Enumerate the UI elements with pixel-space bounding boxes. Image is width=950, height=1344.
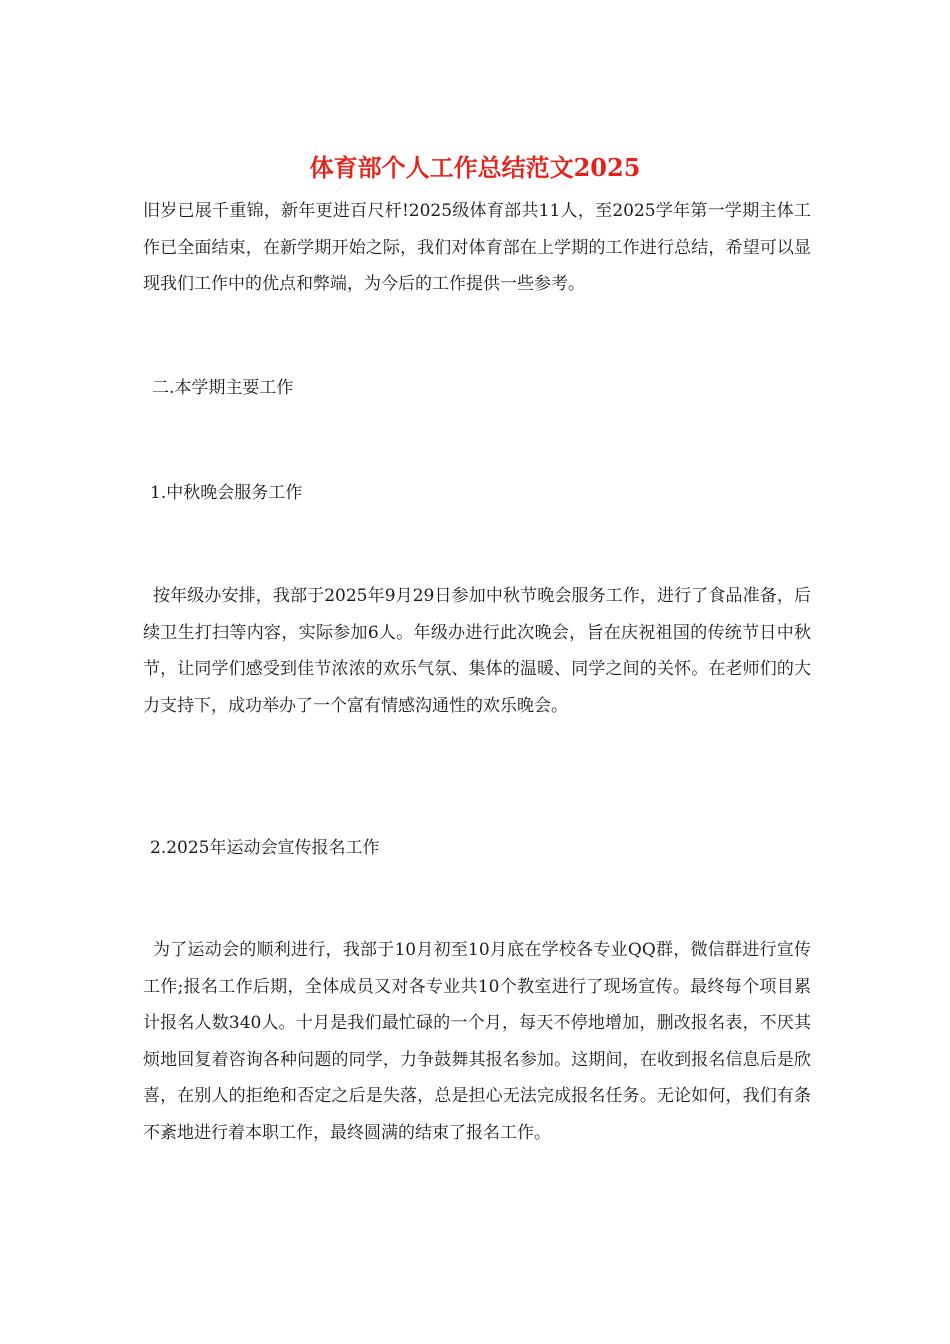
item1-body-text: 按年级办安排，我部于2025年9月29日参加中秋节晚会服务工作，进行了食品准备，后续卫生打扫等内容，实际参加6人。年级办进行此次晚会，旨在庆祝祖国的传统节日中秋节，让同学们感受到佳节浓浓的欢乐气氛、集体的温暖、同学之间的关怀。在老师们的大力支持下，成功举办了一个富有情感沟通性的欢乐晚会。 [143,586,811,716]
item1-paragraph [143,578,811,724]
item1-heading: 1.中秋晚会服务工作 [150,483,303,503]
item2-body-text: 为了运动会的顺利进行，我部于10月初至10月底在学校各专业QQ群，微信群进行宣传工作;报名工作后期，全体成员又对各专业共10个教室进行了现场宣传。最终每个项目累计报名人数340人。十月是我们最忙碌的一个月，每天不停地增加，删改报名表，不厌其烦地回复着咨询各种问题的同学，力争鼓舞其报名参加。这期间，在收到报名信息后是欣喜，在别人的拒绝和否定之后是失落，总是担心无法完成报名任务。无论如何，我们有条不紊地进行着本职工作，最终圆满的结束了报名工作。 [143,940,811,1143]
item2-paragraph [143,932,811,1151]
document-title: 体育部个人工作总结范文2025 [309,153,641,182]
item2-heading: 2.2025年运动会宣传报名工作 [150,838,380,858]
section-heading: 二.本学期主要工作 [152,378,294,398]
intro-paragraph: 旧岁已展千重锦，新年更进百尺杆!2025级体育部共11人，至2025学年第一学期主体工作已全面结束，在新学期开始之际，我们对体育部在上学期的工作进行总结，希望可以显现我们工作中的优点和弊端，为今后的工作提供一些参考。 [143,201,811,294]
